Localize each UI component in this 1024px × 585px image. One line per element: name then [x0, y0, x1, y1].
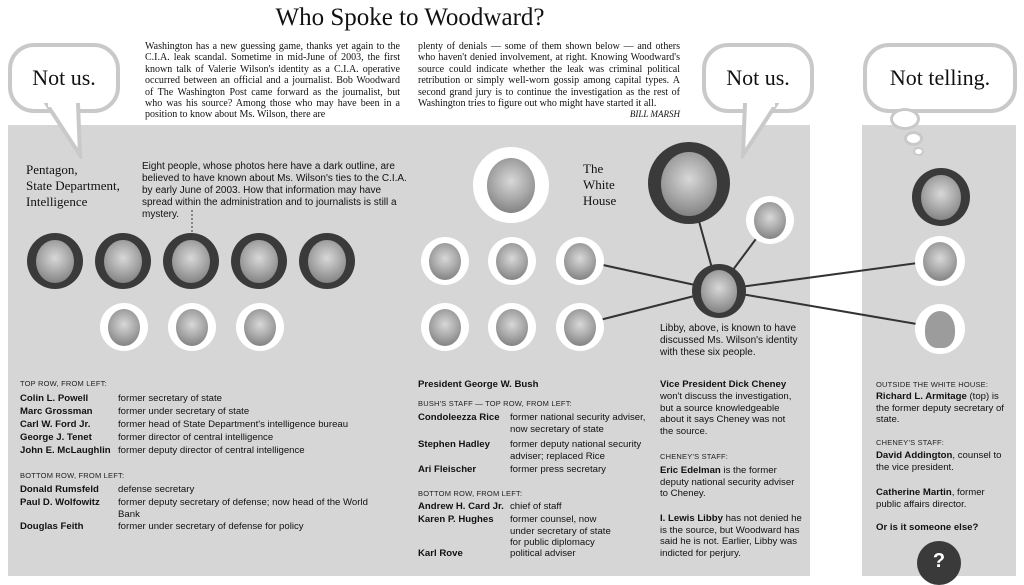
- list-desc: former counsel, now under secretary of state for public diplomacy: [510, 514, 611, 548]
- bush-photo: [487, 158, 535, 213]
- list-desc: former national security adviser, now secretary of state: [510, 412, 646, 435]
- portrait-card: [421, 303, 469, 351]
- line-libby-addington: [718, 260, 940, 290]
- list-desc: former deputy secretary of defense; now head of the World Bank: [118, 497, 368, 520]
- pentagon-note: Eight people, whose photos here have a dark outline, are believed to have known about Ms. Wilson's ties to the C.I.A. by early June of 2003. How that information may have spread within the administration and to journalists is still a mystery.: [142, 161, 407, 220]
- pentagon-top-row-header: TOP ROW, FROM LEFT:: [20, 379, 107, 388]
- portrait-rumsfeld: [100, 303, 148, 351]
- list-name: Karl Rove: [418, 548, 463, 559]
- libby-name: I. Lewis Libby: [660, 513, 723, 524]
- intro-column-1: Washington has a new guessing game, thanks yet again to the C.I.A. leak scandal. Sometime in mid-June of 2003, the first known talk of Valerie Wilson's identity as a C.I.A. operative occurred between an official and a journalist. Bob Woodward of The Washington Post came forward as the journalist, but who was his source? Among those who may have been in a position to know about Ms. Wilson, there are: [145, 41, 400, 121]
- list-name: Douglas Feith: [20, 521, 84, 532]
- martin-entry: [876, 487, 1006, 510]
- byline: BILL MARSH: [629, 109, 680, 120]
- portrait-mclaughlin: [299, 233, 355, 289]
- armitage-entry: [876, 391, 1006, 426]
- question-mark-icon: ?: [917, 541, 961, 585]
- rumsfeld-photo: [108, 309, 141, 346]
- tenet-photo: [240, 240, 278, 284]
- list-name: Carl W. Ford Jr.: [20, 419, 91, 430]
- list-desc: chief of staff: [510, 501, 562, 512]
- list-name: Ari Fleischer: [418, 464, 477, 475]
- libby-entry: [660, 513, 802, 559]
- pentagon-title-line-3: Intelligence: [26, 194, 88, 209]
- pentagon-title-line-1: Pentagon,: [26, 162, 78, 177]
- libby-desc: has not denied he is the source, but Woodward has said he is not. Earlier, Libby was indicted for perjury.: [660, 513, 802, 559]
- libby-note: Libby, above, is known to have discussed Ms. Wilson's identity with these six people.: [660, 323, 798, 358]
- addington-entry: [876, 450, 1006, 473]
- edelman-name: Eric Edelman: [660, 465, 721, 476]
- list-name: John E. McLaughlin: [20, 445, 111, 456]
- list-name: Stephen Hadley: [418, 439, 490, 450]
- martin-silhouette: [925, 311, 955, 348]
- fleischer-photo: [564, 243, 597, 280]
- whitehouse-title-line-2: White: [583, 177, 615, 192]
- addington-photo: [923, 242, 957, 281]
- list-desc: political adviser: [510, 548, 576, 559]
- portrait-libby: [692, 264, 746, 318]
- armitage-photo: [921, 175, 960, 220]
- feith-photo: [244, 309, 277, 346]
- portrait-edelman: [746, 196, 794, 244]
- outside-cheney-staff-header: CHENEY'S STAFF:: [876, 438, 945, 447]
- edelman-desc: is the former deputy national security adviser to Cheney.: [660, 465, 795, 499]
- portrait-armitage: [912, 168, 970, 226]
- list-desc: former deputy director of central intelligence: [118, 445, 305, 456]
- list-desc: former deputy national security adviser; replaced Rice: [510, 439, 642, 462]
- portrait-hadley: [488, 237, 536, 285]
- page-title: Who Spoke to Woodward?: [275, 4, 545, 31]
- whitehouse-title-line-1: The: [583, 161, 604, 176]
- portrait-grossman: [95, 233, 151, 289]
- list-desc: former under secretary of state: [118, 406, 250, 417]
- bubble-right-text: Not telling.: [889, 65, 991, 90]
- edelman-photo: [754, 202, 787, 239]
- portrait-wolfowitz: [168, 303, 216, 351]
- list-desc: former director of central intelligence: [118, 432, 274, 443]
- portrait-rove: [556, 303, 604, 351]
- list-name: George J. Tenet: [20, 432, 92, 443]
- powell-photo: [36, 240, 74, 284]
- mclaughlin-photo: [308, 240, 346, 284]
- armitage-desc: (top) is the former deputy secretary of state.: [876, 391, 1004, 425]
- portrait-powell: [27, 233, 83, 289]
- portrait-tenet: [231, 233, 287, 289]
- portrait-feith: [236, 303, 284, 351]
- pentagon-bottom-row-header: BOTTOM ROW, FROM LEFT:: [20, 471, 125, 480]
- libby-photo: [701, 270, 738, 312]
- addington-desc: , counsel to the vice president.: [876, 450, 1002, 473]
- hughes-photo: [496, 309, 529, 346]
- card-photo: [429, 309, 462, 346]
- edelman-entry: [660, 465, 802, 500]
- list-desc: former press secretary: [510, 464, 606, 475]
- whitehouse-section-title: [583, 161, 616, 209]
- martin-desc: , former public affairs director.: [876, 487, 985, 510]
- pentagon-section-title: [26, 162, 120, 210]
- whitehouse-title-line-3: House: [583, 193, 617, 208]
- list-name: Donald Rumsfeld: [20, 484, 99, 495]
- portrait-bush: [473, 147, 549, 223]
- rice-photo: [429, 243, 462, 280]
- ford-photo: [172, 240, 210, 284]
- martin-name: Catherine Martin: [876, 487, 952, 498]
- portrait-ford: [163, 233, 219, 289]
- pentagon-title-line-2: State Department,: [26, 178, 120, 193]
- bush-staff-header: BUSH'S STAFF — TOP ROW, FROM LEFT:: [418, 399, 572, 408]
- list-name: Paul D. Wolfowitz: [20, 497, 100, 508]
- list-name: Colin L. Powell: [20, 393, 89, 404]
- addington-name: David Addington: [876, 450, 953, 461]
- bubble-middle-text: Not us.: [726, 65, 790, 90]
- portrait-addington: [915, 236, 965, 286]
- list-desc: former head of State Department's intelligence bureau: [118, 419, 349, 430]
- list-name: Andrew H. Card Jr.: [418, 501, 504, 512]
- bubble-left-text: Not us.: [32, 65, 96, 90]
- cheney-photo: [661, 152, 717, 216]
- list-name: Condoleezza Rice: [418, 412, 500, 423]
- list-desc: defense secretary: [118, 484, 195, 495]
- someone-else-question: Or is it someone else?: [876, 522, 979, 533]
- cheney-staff-header: CHENEY'S STAFF:: [660, 452, 729, 461]
- hadley-photo: [496, 243, 529, 280]
- portrait-fleischer: [556, 237, 604, 285]
- portrait-martin: [915, 304, 965, 354]
- list-desc: former under secretary of defense for policy: [118, 521, 304, 532]
- cheney-desc: won't discuss the investigation, but a source knowledgeable about it says Cheney was not the source.: [660, 391, 792, 437]
- outside-header: OUTSIDE THE WHITE HOUSE:: [876, 380, 989, 389]
- rove-photo: [564, 309, 597, 346]
- president-name: President George W. Bush: [418, 379, 539, 390]
- list-desc: former secretary of state: [118, 393, 222, 404]
- armitage-name: Richard L. Armitage: [876, 391, 967, 402]
- portrait-hughes: [488, 303, 536, 351]
- cheney-name: Vice President Dick Cheney: [660, 379, 787, 390]
- grossman-photo: [104, 240, 142, 284]
- intro-column-2-text: plenty of denials — some of them shown below — and others who haven't denied involvement, at right. Knowing Woodward's source could indicate whether the leak was criminal political retribution or simply well-worn gossip among capital types. A second grand jury is to continue the investigation as the rest of Washington tries to figure out who might have started it all.: [418, 41, 680, 110]
- portrait-rice: [421, 237, 469, 285]
- list-name: Karen P. Hughes: [418, 514, 494, 525]
- portrait-cheney: [648, 142, 730, 224]
- list-name: Marc Grossman: [20, 406, 93, 417]
- bush-staff-bottom-header: BOTTOM ROW, FROM LEFT:: [418, 489, 523, 498]
- wolfowitz-photo: [176, 309, 209, 346]
